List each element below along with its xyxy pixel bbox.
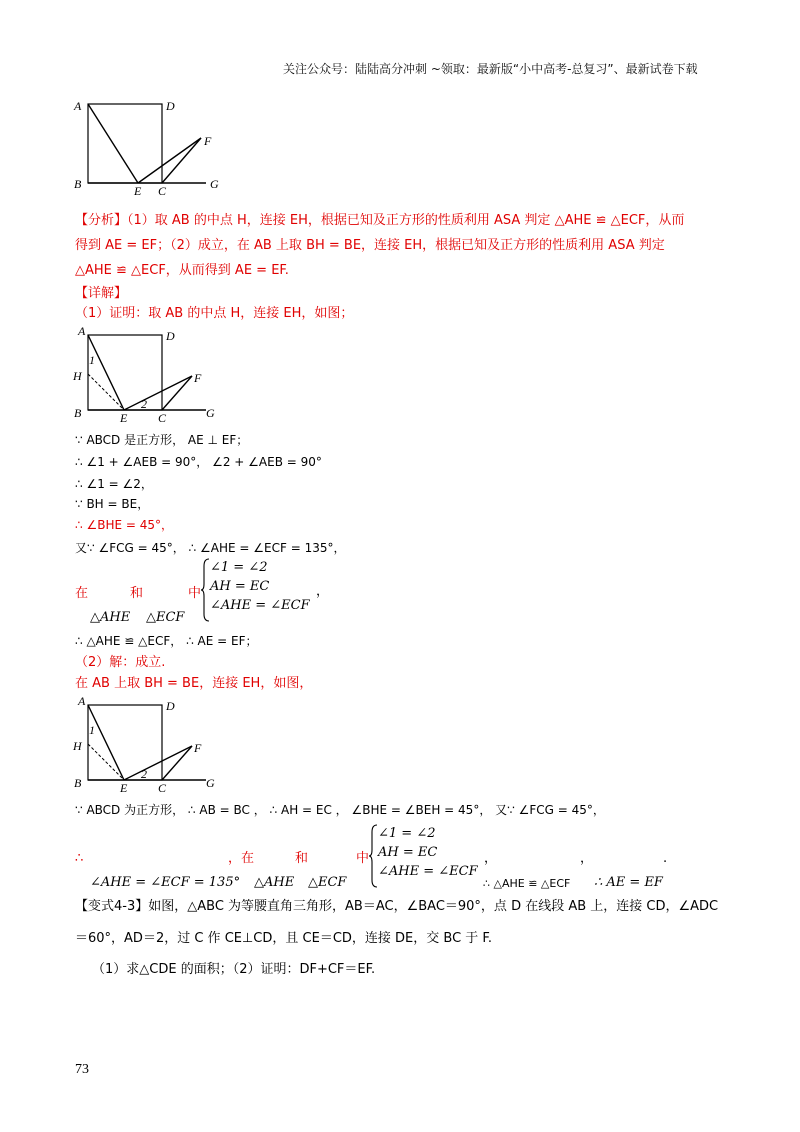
fig2-label-b: B xyxy=(74,406,82,420)
fig1-label-a: A xyxy=(74,99,82,113)
fig1-label-b: B xyxy=(74,177,82,191)
part2-intro: （2）解：成立. xyxy=(75,655,166,670)
step-2: ∴ ∠1 + ∠AEB = 90°， ∠2 + ∠AEB = 90° xyxy=(75,455,322,469)
page-number: 73 xyxy=(75,1062,89,1077)
variant-line-3: （1）求△CDE 的面积；（2）证明：DF+CF＝EF. xyxy=(92,962,376,977)
p2-result: ∴ AE = EF xyxy=(594,875,663,890)
fig1-label-e: E xyxy=(134,184,142,195)
p2-triangle-ecf: △ECF xyxy=(308,875,347,890)
detail-tag: 【详解】 xyxy=(75,286,128,301)
fig2-label-2: 2 xyxy=(141,397,147,411)
part2-step-2: ∵ ABCD 为正方形， ∴ AB = BC ， ∴ AH = EC ， ∠BHE = ∠BEH = 45°， 又∵ ∠FCG = 45°， xyxy=(75,803,605,817)
fig2-label-e: E xyxy=(120,411,128,422)
fig1-label-g: G xyxy=(210,177,219,191)
p2-comma-2: ， xyxy=(580,851,594,866)
s7-zai: 在 xyxy=(75,586,89,601)
p2-he: 和 xyxy=(295,851,309,866)
fig2-label-1: 1 xyxy=(89,353,95,367)
brace-2-content: ∠1 = ∠2 AH = EC ∠AHE = ∠ECF xyxy=(378,826,478,879)
p2-zhong: 中 xyxy=(356,851,370,866)
fig2-label-d: D xyxy=(166,329,175,343)
analysis-line-3: △AHE ≌ △ECF，从而得到 AE = EF. xyxy=(75,263,289,278)
s7-triangle-ecf: △ECF xyxy=(146,610,185,625)
fig3-label-d: D xyxy=(166,699,175,713)
fig3-label-f: F xyxy=(194,741,202,755)
variant-line-1: 【变式4-3】如图，△ABC 为等腰直角三角形，AB＝AC，∠BAC＝90°，点 D 在线段 AB 上，连接 CD，∠ADC xyxy=(75,899,719,914)
figure-square-eh-1 xyxy=(68,322,228,422)
p2-angle-eq: ∠AHE = ∠ECF = 135° xyxy=(90,875,241,890)
p2-period: . xyxy=(663,851,668,866)
fig3-label-a: A xyxy=(78,694,86,708)
fig3-label-h: H xyxy=(73,739,82,753)
step-8: ∴ △AHE ≌ △ECF， ∴ AE = EF； xyxy=(75,634,258,648)
brace-1-content: ∠1 = ∠2 AH = EC ∠AHE = ∠ECF xyxy=(210,560,310,613)
fig3-label-c: C xyxy=(158,781,167,792)
fig2-label-c: C xyxy=(158,411,167,422)
p2-zai: ，在 xyxy=(228,851,255,866)
fig2-label-a: A xyxy=(78,324,86,338)
fig3-label-g: G xyxy=(206,776,215,790)
fig2-label-h: H xyxy=(73,369,82,383)
s7-end: ， xyxy=(316,584,330,599)
fig3-label-e: E xyxy=(120,781,128,792)
p2-therefore: ∴ xyxy=(75,851,84,866)
s7-he: 和 xyxy=(130,586,144,601)
step-6: 又∵ ∠FCG = 45°， ∴ ∠AHE = ∠ECF = 135°， xyxy=(75,541,346,555)
analysis-line-2: 得到 AE = EF；（2）成立，在 AB 上取 BH = BE，连接 EH，根据已知及正方形的性质利用 ASA 判定 xyxy=(75,238,665,253)
p2-comma-1: ， xyxy=(484,851,498,866)
analysis-line-1: 【分析】（1）取 AB 的中点 H，连接 EH，根据已知及正方形的性质利用 ASA 判定 △AHE ≌ △ECF，从而 xyxy=(75,213,685,228)
brace-1 xyxy=(200,558,210,622)
fig3-label-2: 2 xyxy=(141,767,147,781)
variant-line-2: ＝60°，AD＝2，过 C 作 CE⊥CD，且 CE＝CD，连接 DE，交 BC 于 F. xyxy=(75,931,492,946)
step-3: ∴ ∠1 = ∠2， xyxy=(75,477,153,491)
fig1-label-c: C xyxy=(158,184,167,195)
fig3-label-1: 1 xyxy=(89,723,95,737)
figure-square-main xyxy=(68,95,228,195)
step-5: ∴ ∠BHE = 45°， xyxy=(75,518,173,532)
page-header: 关注公众号：陆陆高分冲刺 ~领取：最新版“小中高考-总复习”、最新试卷下载 xyxy=(283,62,698,76)
step-1: ∵ ABCD 是正方形， AE ⊥ EF； xyxy=(75,433,249,447)
s7-triangle-ahe: △AHE xyxy=(90,610,131,625)
fig2-label-f: F xyxy=(194,371,202,385)
part2-step-1: 在 AB 上取 BH = BE，连接 EH，如图， xyxy=(75,676,313,691)
figure-square-eh-2 xyxy=(68,692,228,792)
fig2-label-g: G xyxy=(206,406,215,420)
fig1-label-d: D xyxy=(166,99,175,113)
part1-intro: （1）证明：取 AB 的中点 H，连接 EH，如图； xyxy=(75,306,354,321)
p2-congruence: ∴ △AHE ≌ △ECF xyxy=(483,877,571,890)
fig1-label-f: F xyxy=(204,134,212,148)
step-4: ∵ BH = BE， xyxy=(75,497,150,511)
fig3-label-b: B xyxy=(74,776,82,790)
p2-triangle-ahe: △AHE xyxy=(254,875,295,890)
s7-zhong: 中 xyxy=(188,586,202,601)
brace-2 xyxy=(368,824,378,888)
